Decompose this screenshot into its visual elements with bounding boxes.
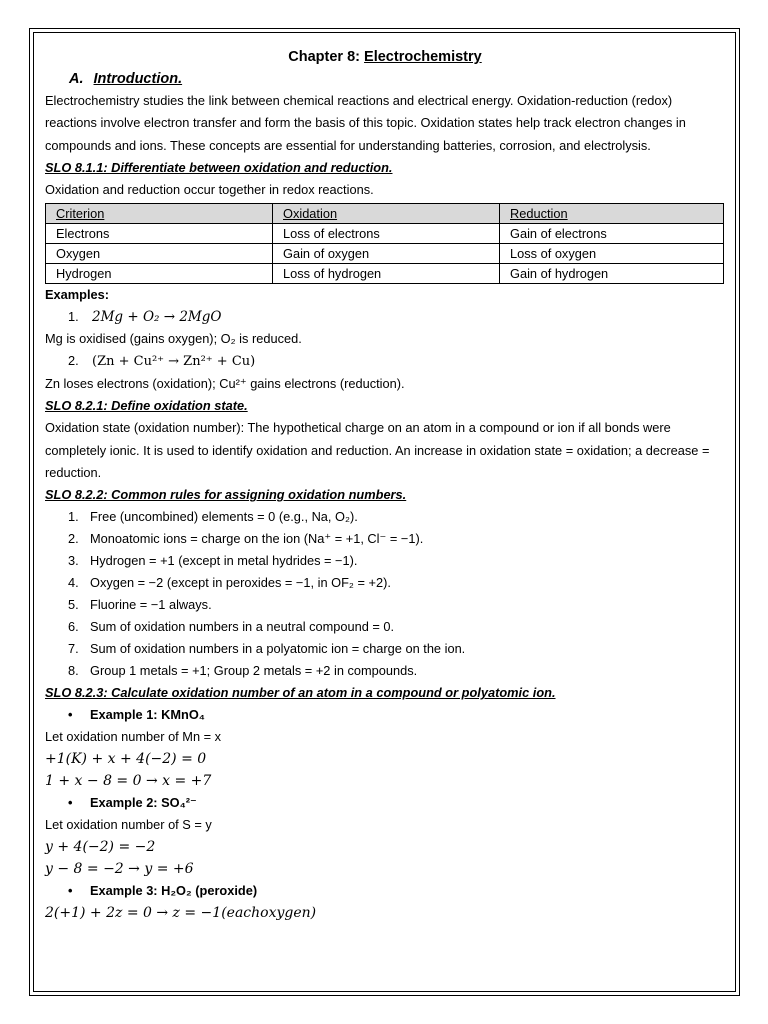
list-item-number: 2. <box>68 531 79 547</box>
example-1-calc-line-2: 1 + x − 8 = 0 → x = +7 <box>45 773 212 790</box>
table-row <box>46 224 724 244</box>
example-3-label <box>68 880 725 902</box>
list-item-text: Fluorine = −1 always. <box>90 597 212 613</box>
slo-821-heading: SLO 8.2.1: Define oxidation state. <box>45 398 248 414</box>
oxidation-rules-list <box>45 506 725 682</box>
example-1-formula: 2Mg + O₂ → 2MgO <box>92 309 222 326</box>
example-1-equation <box>68 306 725 328</box>
example-2-label <box>68 792 725 814</box>
document-body <box>45 46 725 924</box>
example-3-calc-line-1: 2(+1) + 2z = 0 → z = −1(eachoxygen) <box>45 905 317 922</box>
example-2-let: Let oxidation number of S = y <box>45 817 212 833</box>
example-1-label <box>68 704 725 726</box>
table-cell: Gain of electrons <box>500 224 724 244</box>
redox-table <box>45 203 724 284</box>
example-2-number: 2. <box>68 353 79 369</box>
table-cell: Loss of hydrogen <box>273 264 500 284</box>
list-item <box>68 638 725 660</box>
table-header-reduction: Reduction <box>500 204 724 224</box>
examples-heading: Examples: <box>45 287 110 303</box>
list-item-text: Group 1 metals = +1; Group 2 metals = +2 in compounds. <box>90 663 418 679</box>
table-header-oxidation: Oxidation <box>273 204 500 224</box>
table-header-criterion: Criterion <box>46 204 273 224</box>
intro-paragraph: Electrochemistry studies the link between chemical reactions and electrical energy. Oxidation-reduction (redox) reactions involve electron transfer and form the basis of this topic. Oxidation states help track electron changes in compounds and ions. These concepts are essential for understanding batteries, corrosion, and electrolysis. <box>45 93 686 153</box>
list-item-text: Sum of oxidation numbers in a neutral compound = 0. <box>90 619 395 635</box>
list-item-number: 4. <box>68 575 79 591</box>
chapter-title-main: Electrochemistry <box>364 49 482 65</box>
list-item-text: Hydrogen = +1 (except in metal hydrides = −1). <box>90 553 358 569</box>
table-cell: Gain of oxygen <box>273 244 500 264</box>
list-item <box>68 660 725 682</box>
example-2-label-text: Example 2: SO₄²⁻ <box>90 795 197 811</box>
slo-823-heading: SLO 8.2.3: Calculate oxidation number of an atom in a compound or polyatomic ion. <box>45 685 556 701</box>
example-1-label-text: Example 1: KMnO₄ <box>90 707 205 723</box>
table-cell: Oxygen <box>46 244 273 264</box>
section-a-heading <box>69 68 725 90</box>
list-item <box>68 616 725 638</box>
example-2-calc-line-2: y − 8 = −2 → y = +6 <box>45 861 194 878</box>
list-item-number: 6. <box>68 619 79 635</box>
list-item-number: 1. <box>68 509 79 525</box>
table-cell: Gain of hydrogen <box>500 264 724 284</box>
table-cell: Loss of oxygen <box>500 244 724 264</box>
section-a-title: Introduction. <box>93 71 183 87</box>
slo-811-heading: SLO 8.1.1: Differentiate between oxidation and reduction. <box>45 160 393 176</box>
list-item <box>68 594 725 616</box>
list-item-text: Free (uncombined) elements = 0 (e.g., Na, O₂). <box>90 509 358 525</box>
list-item-text: Monoatomic ions = charge on the ion (Na⁺ = +1, Cl⁻ = −1). <box>90 531 424 547</box>
section-a-letter: A. <box>69 71 84 87</box>
table-cell: Loss of electrons <box>273 224 500 244</box>
list-item-number: 8. <box>68 663 79 679</box>
list-item-text: Sum of oxidation numbers in a polyatomic ion = charge on the ion. <box>90 641 466 657</box>
list-item-number: 3. <box>68 553 79 569</box>
example-2-formula: (Zn + Cu²⁺ → Zn²⁺ + Cu) <box>92 354 256 370</box>
example-1-note: Mg is oxidised (gains oxygen); O₂ is reduced. <box>45 331 302 347</box>
chapter-title-prefix: Chapter 8: <box>288 49 365 65</box>
example-3-label-text: Example 3: H₂O₂ (peroxide) <box>90 883 258 899</box>
example-2-calc-line-1: y + 4(−2) = −2 <box>45 839 156 856</box>
list-item <box>68 528 725 550</box>
table-header-row <box>46 204 724 224</box>
slo-811-text: Oxidation and reduction occur together in redox reactions. <box>45 182 374 198</box>
example-1-number: 1. <box>68 309 79 325</box>
slo-821-text: Oxidation state (oxidation number): The hypothetical charge on an atom in a compound or ion if all bonds were completely ionic. It is used to identify oxidation and reduction. An increase in oxidation state = oxidation; a decrease = reduction. <box>45 420 710 481</box>
bullet-icon: • <box>68 883 73 899</box>
chapter-title <box>45 46 725 68</box>
example-2-note: Zn loses electrons (oxidation); Cu²⁺ gains electrons (reduction). <box>45 376 405 392</box>
list-item-number: 7. <box>68 641 79 657</box>
table-cell: Electrons <box>46 224 273 244</box>
list-item <box>68 550 725 572</box>
bullet-icon: • <box>68 795 73 811</box>
table-row <box>46 264 724 284</box>
example-2-equation <box>68 350 725 373</box>
list-item-number: 5. <box>68 597 79 613</box>
table-row <box>46 244 724 264</box>
bullet-icon: • <box>68 707 73 723</box>
table-cell: Hydrogen <box>46 264 273 284</box>
slo-822-heading: SLO 8.2.2: Common rules for assigning oxidation numbers. <box>45 487 407 503</box>
example-1-calc-line-1: +1(K) + x + 4(−2) = 0 <box>45 751 207 768</box>
list-item <box>68 572 725 594</box>
list-item <box>68 506 725 528</box>
list-item-text: Oxygen = −2 (except in peroxides = −1, in OF₂ = +2). <box>90 575 391 591</box>
example-1-let: Let oxidation number of Mn = x <box>45 729 222 745</box>
